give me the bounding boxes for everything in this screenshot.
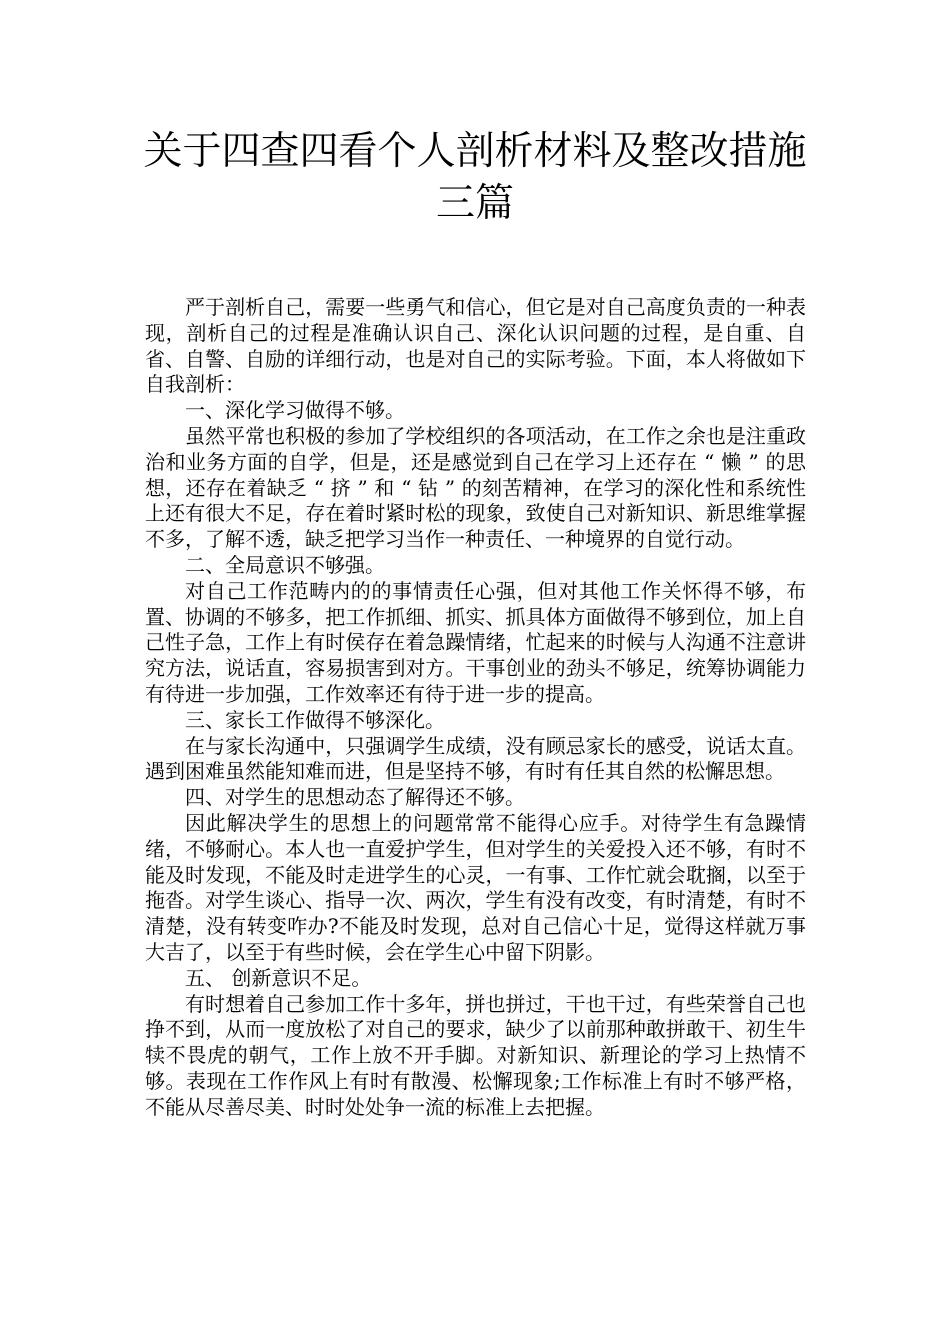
body-paragraph: 因此解决学生的思想上的问题常常不能得心应手。对待学生有急躁情绪，不够耐心。本人也一直爱护学生，但对学生的关爱投入还不够，有时不能及时发现，不能及时走进学生的心灵，一有事、工作忙就会耽搁，以至于拖沓。对学生谈心、指导一次、两次，学生有没有改变，有时清楚，有时不清楚，没有转变咋办?不能及时发现，总对自己信心十足，觉得这样就万事大吉了，以至于有些时候，会在学生心中留下阴影。 — [145, 810, 806, 964]
body-paragraph: 有时想着自己参加工作十多年，拼也拼过，干也干过，有些荣誉自己也挣不到，从而一度放松了对自己的要求，缺少了以前那种敢拼敢干、初生牛犊不畏虎的朝气，工作上放不开手脚。对新知识、新理论的学习上热情不够。表现在工作作风上有时有散漫、松懈现象;工作标准上有时不够严格，不能从尽善尽美、时时处处争一流的标准上去把握。 — [145, 991, 806, 1119]
section-heading-3: 三、家长工作做得不够深化。 — [185, 707, 445, 732]
body-paragraph: 虽然平常也积极的参加了学校组织的各项活动，在工作之余也是注重政治和业务方面的自学，但是，还是感觉到自己在学习上还存在 “ 懒 ” 的思想，还存在着缺乏 “ 挤 ” 和 “ 钻 ” 的刻苦精神，在学习的深化性和系统性上还有很大不足，存在着时紧时松的现象，致使自己对新知识、新思维掌握不多，了解不透，缺乏把学习当作一种责任、一种境界的自觉行动。 — [145, 423, 806, 552]
document-title — [100, 126, 850, 230]
document-body — [145, 295, 806, 1121]
body-paragraph: 对自己工作范畴内的的事情责任心强，但对其他工作关怀得不够，布置、协调的不够多，把工作抓细、抓实、抓具体方面做得不够到位，加上自己性子急，工作上有时侯存在着急躁情绪，忙起来的时候与人沟通不注意讲究方法，说话直，容易损害到对方。干事创业的劲头不够足，统筹协调能力有待进一步加强，工作效率还有待于进一步的提高。 — [145, 578, 806, 706]
section-heading-1: 一、深化学习做得不够。 — [185, 398, 405, 423]
section-heading-4: 四、对学生的思想动态了解得还不够。 — [185, 785, 525, 810]
title-line-1: 关于四查四看个人剖析材料及整改措施 — [143, 129, 807, 174]
body-paragraph: 在与家长沟通中，只强调学生成绩，没有顾忌家长的感受，说话太直。遇到困难虽然能知难而进，但是坚持不够，有时有任其自然的松懈思想。 — [145, 733, 806, 784]
title-line-2: 三篇 — [435, 181, 514, 226]
intro-paragraph: 严于剖析自己，需要一些勇气和信心，但它是对自己高度负责的一种表现，剖析自己的过程是准确认识自己、深化认识问题的过程，是自重、自省、自警、自励的详细行动，也是对自己的实际考验。下面，本人将做如下自我剖析： — [145, 295, 806, 397]
section-heading-5: 五、 创新意识不足。 — [185, 965, 372, 990]
section-heading-2: 二、全局意识不够强。 — [185, 552, 385, 577]
